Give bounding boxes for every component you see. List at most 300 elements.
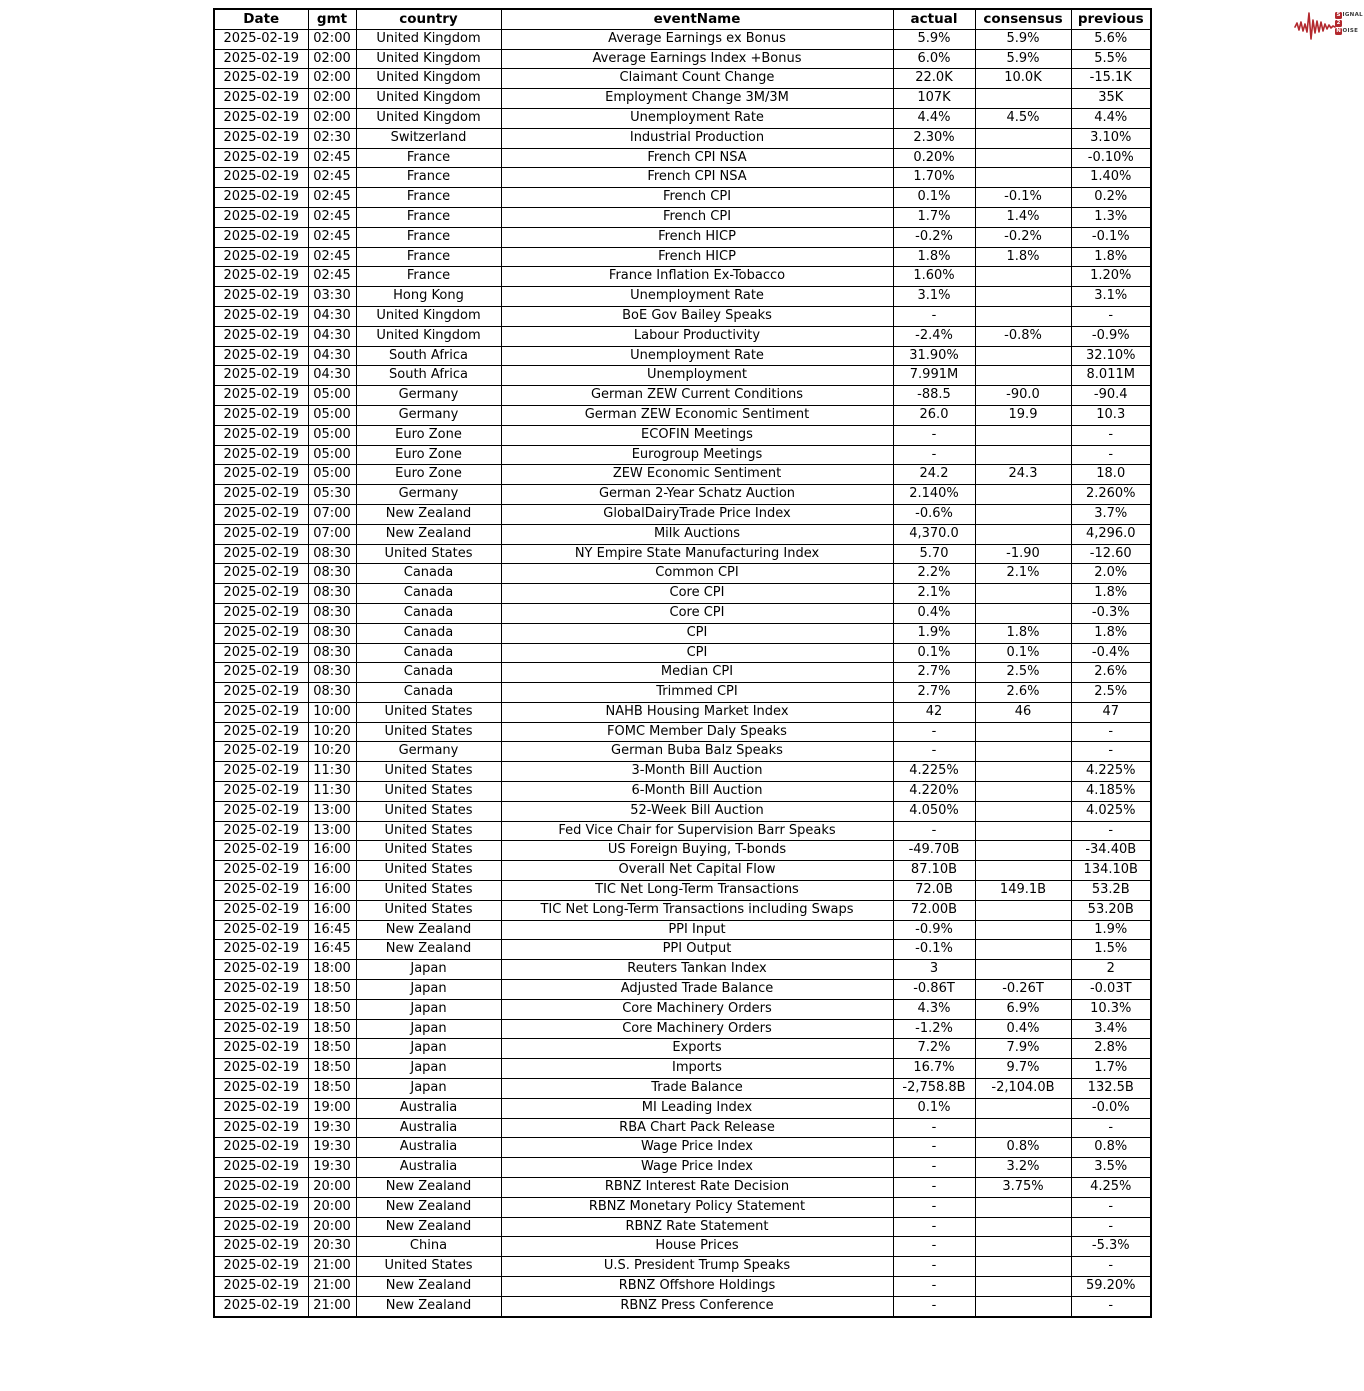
cell-eventname: Labour Productivity [501,326,893,346]
cell-country: Germany [356,485,501,505]
cell-eventname: Eurogroup Meetings [501,445,893,465]
cell-actual: 72.0B [893,881,975,901]
cell-actual: - [893,1277,975,1297]
cell-eventname: German 2-Year Schatz Auction [501,485,893,505]
cell-country: New Zealand [356,1277,501,1297]
cell-actual: 0.4% [893,603,975,623]
cell-gmt: 13:00 [308,821,356,841]
cell-gmt: 16:45 [308,940,356,960]
cell-gmt: 13:00 [308,801,356,821]
cell-consensus: 2.1% [975,564,1071,584]
cell-gmt: 16:00 [308,861,356,881]
cell-actual: - [893,1237,975,1257]
cell-date: 2025-02-19 [214,881,308,901]
cell-eventname: MI Leading Index [501,1098,893,1118]
cell-consensus [975,841,1071,861]
cell-country: Japan [356,980,501,1000]
cell-gmt: 03:30 [308,287,356,307]
cell-country: United Kingdom [356,108,501,128]
cell-date: 2025-02-19 [214,1079,308,1099]
cell-date: 2025-02-19 [214,425,308,445]
cell-country: Japan [356,1019,501,1039]
cell-eventname: Median CPI [501,663,893,683]
table-row [214,900,1151,920]
cell-country: Japan [356,1039,501,1059]
cell-date: 2025-02-19 [214,861,308,881]
table-row [214,584,1151,604]
cell-gmt: 20:00 [308,1197,356,1217]
cell-eventname: Common CPI [501,564,893,584]
table-row [214,722,1151,742]
cell-consensus: 3.75% [975,1178,1071,1198]
cell-gmt: 07:00 [308,524,356,544]
cell-actual: 0.1% [893,643,975,663]
cell-consensus [975,1296,1071,1316]
table-row [214,1059,1151,1079]
cell-gmt: 05:00 [308,405,356,425]
cell-eventname: Industrial Production [501,128,893,148]
cell-date: 2025-02-19 [214,247,308,267]
cell-previous: -0.4% [1071,643,1151,663]
cell-eventname: Overall Net Capital Flow [501,861,893,881]
cell-actual: 2.2% [893,564,975,584]
table-row [214,940,1151,960]
cell-consensus [975,960,1071,980]
table-row [214,524,1151,544]
column-header-date: Date [214,9,308,29]
cell-country: Australia [356,1098,501,1118]
cell-eventname: Core Machinery Orders [501,1019,893,1039]
cell-country: France [356,188,501,208]
cell-country: United Kingdom [356,69,501,89]
cell-gmt: 08:30 [308,663,356,683]
cell-country: Canada [356,584,501,604]
cell-previous: - [1071,742,1151,762]
cell-consensus: 9.7% [975,1059,1071,1079]
table-row [214,306,1151,326]
cell-previous: 5.6% [1071,29,1151,49]
cell-country: Japan [356,1079,501,1099]
cell-date: 2025-02-19 [214,1158,308,1178]
cell-actual: 6.0% [893,49,975,69]
table-row [214,1098,1151,1118]
table-row [214,1079,1151,1099]
cell-gmt: 11:30 [308,782,356,802]
cell-date: 2025-02-19 [214,742,308,762]
table-row [214,920,1151,940]
cell-eventname: German ZEW Current Conditions [501,386,893,406]
cell-date: 2025-02-19 [214,1237,308,1257]
cell-eventname: French CPI [501,188,893,208]
cell-consensus: 2.5% [975,663,1071,683]
cell-eventname: Unemployment [501,366,893,386]
cell-gmt: 07:00 [308,504,356,524]
cell-eventname: Adjusted Trade Balance [501,980,893,1000]
cell-country: United Kingdom [356,49,501,69]
cell-previous: 2.6% [1071,663,1151,683]
cell-gmt: 08:30 [308,643,356,663]
cell-actual: 2.30% [893,128,975,148]
cell-consensus [975,782,1071,802]
table-row [214,485,1151,505]
cell-previous: 1.5% [1071,940,1151,960]
cell-actual: 0.20% [893,148,975,168]
cell-date: 2025-02-19 [214,108,308,128]
cell-eventname: NY Empire State Manufacturing Index [501,544,893,564]
cell-date: 2025-02-19 [214,1217,308,1237]
cell-eventname: TIC Net Long-Term Transactions including Swaps [501,900,893,920]
cell-eventname: ZEW Economic Sentiment [501,465,893,485]
table-row [214,1138,1151,1158]
cell-eventname: U.S. President Trump Speaks [501,1257,893,1277]
cell-actual: - [893,306,975,326]
cell-country: Australia [356,1138,501,1158]
cell-consensus [975,801,1071,821]
cell-gmt: 08:30 [308,564,356,584]
cell-consensus [975,1098,1071,1118]
cell-previous: -0.3% [1071,603,1151,623]
cell-consensus: 5.9% [975,49,1071,69]
cell-country: Canada [356,623,501,643]
cell-previous: 32.10% [1071,346,1151,366]
table-row [214,1217,1151,1237]
cell-gmt: 16:00 [308,881,356,901]
cell-gmt: 08:30 [308,584,356,604]
cell-eventname: 3-Month Bill Auction [501,762,893,782]
cell-gmt: 02:45 [308,207,356,227]
cell-previous: 1.8% [1071,584,1151,604]
cell-gmt: 05:00 [308,465,356,485]
cell-eventname: PPI Output [501,940,893,960]
cell-consensus: 1.8% [975,623,1071,643]
table-row [214,504,1151,524]
cell-actual: - [893,1257,975,1277]
cell-previous: 47 [1071,702,1151,722]
cell-previous: 1.8% [1071,247,1151,267]
cell-gmt: 05:00 [308,386,356,406]
column-header-actual: actual [893,9,975,29]
cell-consensus [975,306,1071,326]
cell-actual: 4.3% [893,999,975,1019]
cell-gmt: 08:30 [308,623,356,643]
cell-actual: -88.5 [893,386,975,406]
cell-date: 2025-02-19 [214,544,308,564]
cell-consensus [975,267,1071,287]
cell-eventname: ECOFIN Meetings [501,425,893,445]
cell-consensus: 4.5% [975,108,1071,128]
cell-actual: -0.9% [893,920,975,940]
cell-eventname: Unemployment Rate [501,108,893,128]
table-row [214,702,1151,722]
cell-consensus [975,346,1071,366]
cell-eventname: CPI [501,643,893,663]
cell-previous: - [1071,722,1151,742]
cell-country: New Zealand [356,524,501,544]
cell-consensus: 0.4% [975,1019,1071,1039]
cell-actual: 87.10B [893,861,975,881]
cell-consensus: -90.0 [975,386,1071,406]
cell-date: 2025-02-19 [214,821,308,841]
cell-consensus [975,722,1071,742]
cell-eventname: RBNZ Rate Statement [501,1217,893,1237]
cell-consensus: -2,104.0B [975,1079,1071,1099]
cell-date: 2025-02-19 [214,287,308,307]
cell-eventname: 52-Week Bill Auction [501,801,893,821]
cell-eventname: Fed Vice Chair for Supervision Barr Speaks [501,821,893,841]
cell-consensus [975,1257,1071,1277]
cell-actual: 0.1% [893,188,975,208]
cell-gmt: 19:30 [308,1158,356,1178]
cell-previous: - [1071,1118,1151,1138]
cell-eventname: Average Earnings Index +Bonus [501,49,893,69]
cell-date: 2025-02-19 [214,306,308,326]
table-row [214,366,1151,386]
cell-country: Germany [356,405,501,425]
cell-consensus: 6.9% [975,999,1071,1019]
cell-eventname: GlobalDairyTrade Price Index [501,504,893,524]
cell-gmt: 10:20 [308,742,356,762]
cell-previous: 0.8% [1071,1138,1151,1158]
cell-consensus: 2.6% [975,683,1071,703]
cell-date: 2025-02-19 [214,485,308,505]
table-row [214,881,1151,901]
cell-country: France [356,247,501,267]
cell-eventname: RBA Chart Pack Release [501,1118,893,1138]
cell-previous: 8.011M [1071,366,1151,386]
cell-gmt: 02:00 [308,49,356,69]
cell-previous: 2.8% [1071,1039,1151,1059]
cell-eventname: Unemployment Rate [501,287,893,307]
cell-eventname: Trade Balance [501,1079,893,1099]
table-row [214,445,1151,465]
cell-eventname: Unemployment Rate [501,346,893,366]
cell-gmt: 02:45 [308,188,356,208]
logo-badge-2: 2 [1336,20,1341,26]
cell-gmt: 04:30 [308,326,356,346]
column-header-eventname: eventName [501,9,893,29]
cell-eventname: Employment Change 3M/3M [501,89,893,109]
cell-date: 2025-02-19 [214,920,308,940]
cell-country: United Kingdom [356,326,501,346]
cell-actual: 0.1% [893,1098,975,1118]
cell-previous: 3.1% [1071,287,1151,307]
table-row [214,623,1151,643]
cell-actual: -0.1% [893,940,975,960]
cell-country: Canada [356,603,501,623]
cell-date: 2025-02-19 [214,584,308,604]
logo-line-2 [1335,20,1363,27]
cell-country: Australia [356,1158,501,1178]
cell-gmt: 04:30 [308,346,356,366]
cell-actual: 1.60% [893,267,975,287]
cell-previous: 3.7% [1071,504,1151,524]
cell-consensus [975,128,1071,148]
cell-gmt: 20:30 [308,1237,356,1257]
cell-gmt: 16:00 [308,841,356,861]
cell-previous: 53.20B [1071,900,1151,920]
cell-previous: 53.2B [1071,881,1151,901]
cell-gmt: 21:00 [308,1277,356,1297]
cell-previous: 4.025% [1071,801,1151,821]
cell-country: United States [356,702,501,722]
cell-country: Euro Zone [356,465,501,485]
table-row [214,564,1151,584]
cell-gmt: 21:00 [308,1257,356,1277]
cell-actual: 24.2 [893,465,975,485]
cell-country: South Africa [356,366,501,386]
cell-country: United States [356,841,501,861]
cell-consensus [975,524,1071,544]
cell-previous: 35K [1071,89,1151,109]
cell-country: France [356,168,501,188]
cell-country: United States [356,762,501,782]
cell-previous: 2.260% [1071,485,1151,505]
cell-country: New Zealand [356,940,501,960]
table-row [214,1178,1151,1198]
cell-date: 2025-02-19 [214,782,308,802]
cell-previous: 5.5% [1071,49,1151,69]
cell-gmt: 02:00 [308,108,356,128]
cell-previous: 2.5% [1071,683,1151,703]
cell-country: France [356,148,501,168]
cell-actual: - [893,1178,975,1198]
cell-previous: -12.60 [1071,544,1151,564]
cell-previous: 0.2% [1071,188,1151,208]
cell-gmt: 02:45 [308,247,356,267]
cell-actual: - [893,1217,975,1237]
cell-previous: 18.0 [1071,465,1151,485]
cell-actual: 1.70% [893,168,975,188]
signal2noise-logo [1294,5,1364,53]
table-row [214,861,1151,881]
cell-previous: -15.1K [1071,69,1151,89]
cell-consensus [975,148,1071,168]
cell-consensus: 149.1B [975,881,1071,901]
cell-previous: 1.9% [1071,920,1151,940]
cell-consensus [975,920,1071,940]
cell-eventname: 6-Month Bill Auction [501,782,893,802]
cell-gmt: 02:45 [308,227,356,247]
cell-gmt: 16:45 [308,920,356,940]
cell-gmt: 05:00 [308,445,356,465]
cell-eventname: Imports [501,1059,893,1079]
cell-previous: - [1071,445,1151,465]
cell-actual: -2,758.8B [893,1079,975,1099]
cell-country: Japan [356,1059,501,1079]
cell-actual: -49.70B [893,841,975,861]
cell-date: 2025-02-19 [214,524,308,544]
cell-eventname: Average Earnings ex Bonus [501,29,893,49]
cell-consensus [975,821,1071,841]
cell-date: 2025-02-19 [214,386,308,406]
cell-previous: -0.1% [1071,227,1151,247]
cell-date: 2025-02-19 [214,168,308,188]
cell-previous: 134.10B [1071,861,1151,881]
cell-eventname: Wage Price Index [501,1138,893,1158]
cell-consensus [975,861,1071,881]
cell-gmt: 18:50 [308,999,356,1019]
cell-date: 2025-02-19 [214,623,308,643]
cell-previous: - [1071,306,1151,326]
cell-consensus: 0.1% [975,643,1071,663]
cell-previous: - [1071,821,1151,841]
cell-previous: - [1071,1197,1151,1217]
cell-actual: -0.86T [893,980,975,1000]
cell-consensus: 10.0K [975,69,1071,89]
cell-previous: 1.3% [1071,207,1151,227]
cell-actual: 2.7% [893,663,975,683]
cell-previous: -0.03T [1071,980,1151,1000]
table-row [214,980,1151,1000]
cell-country: United States [356,722,501,742]
cell-country: United Kingdom [356,306,501,326]
cell-country: Canada [356,683,501,703]
cell-country: Euro Zone [356,425,501,445]
cell-date: 2025-02-19 [214,900,308,920]
cell-actual: - [893,1296,975,1316]
cell-consensus: -0.1% [975,188,1071,208]
cell-eventname: Core Machinery Orders [501,999,893,1019]
cell-date: 2025-02-19 [214,207,308,227]
events-table [213,8,1152,1318]
table-row [214,49,1151,69]
cell-date: 2025-02-19 [214,267,308,287]
table-row [214,821,1151,841]
cell-gmt: 19:30 [308,1138,356,1158]
cell-gmt: 02:00 [308,29,356,49]
cell-previous: 132.5B [1071,1079,1151,1099]
cell-previous: 10.3% [1071,999,1151,1019]
logo-badge-n: N [1336,28,1341,34]
cell-previous: - [1071,425,1151,445]
cell-previous: 4.225% [1071,762,1151,782]
cell-consensus [975,940,1071,960]
table-row [214,346,1151,366]
cell-gmt: 19:00 [308,1098,356,1118]
table-row [214,960,1151,980]
cell-gmt: 18:50 [308,1059,356,1079]
header-row [214,9,1151,29]
cell-date: 2025-02-19 [214,801,308,821]
cell-date: 2025-02-19 [214,1039,308,1059]
table-row [214,188,1151,208]
cell-gmt: 20:00 [308,1217,356,1237]
cell-consensus [975,1277,1071,1297]
cell-gmt: 20:00 [308,1178,356,1198]
cell-actual: 1.9% [893,623,975,643]
cell-previous: 10.3 [1071,405,1151,425]
cell-consensus: 46 [975,702,1071,722]
cell-date: 2025-02-19 [214,722,308,742]
cell-actual: - [893,1197,975,1217]
cell-gmt: 18:50 [308,980,356,1000]
cell-country: Hong Kong [356,287,501,307]
cell-date: 2025-02-19 [214,762,308,782]
cell-country: United States [356,544,501,564]
cell-actual: 4.220% [893,782,975,802]
cell-actual: 107K [893,89,975,109]
cell-previous: 4.25% [1071,1178,1151,1198]
cell-eventname: Exports [501,1039,893,1059]
table-row [214,1158,1151,1178]
table-row [214,762,1151,782]
cell-gmt: 02:45 [308,267,356,287]
table-row [214,267,1151,287]
cell-date: 2025-02-19 [214,1257,308,1277]
cell-consensus: -0.26T [975,980,1071,1000]
cell-country: United States [356,900,501,920]
cell-eventname: Reuters Tankan Index [501,960,893,980]
